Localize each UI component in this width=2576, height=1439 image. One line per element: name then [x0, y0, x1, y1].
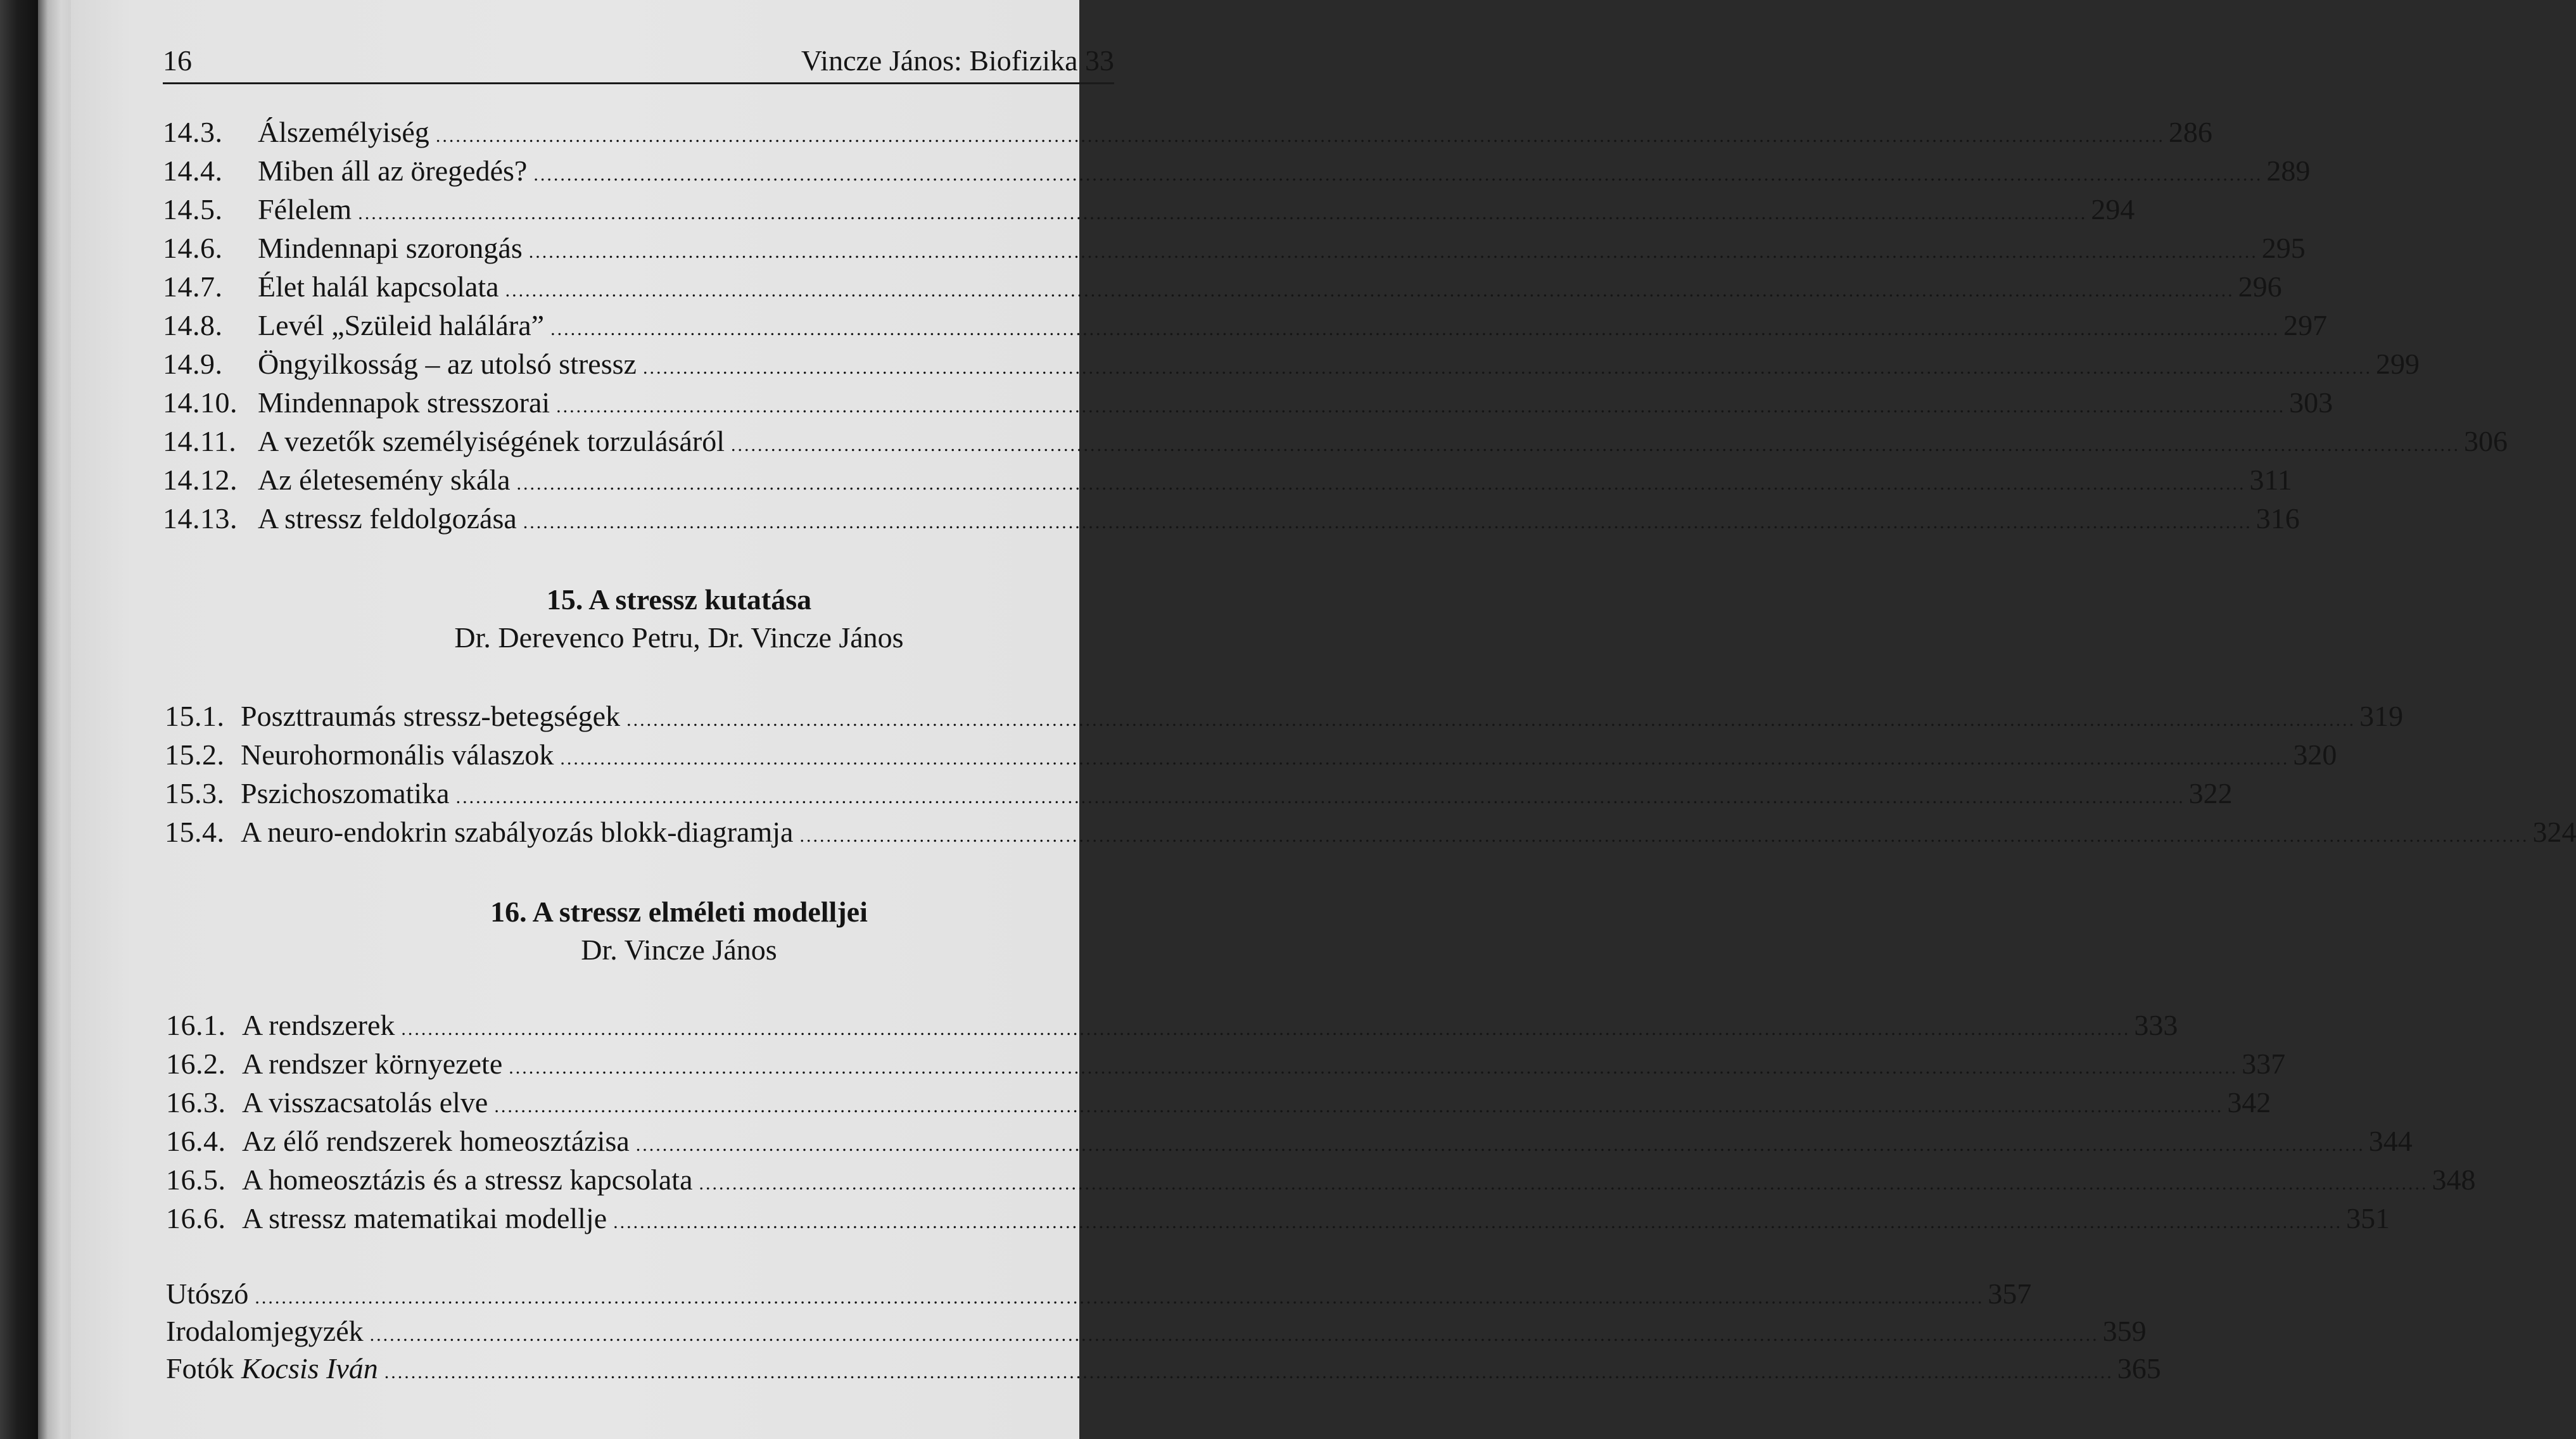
toc-entry-page: 320	[2293, 739, 2337, 771]
toc-entry-page: 299	[2375, 348, 2420, 380]
toc-leader-dots	[401, 1011, 2130, 1048]
toc-entry-title: A vezetők személyiségének torzulásáról	[258, 425, 725, 457]
toc-entry	[163, 423, 2508, 460]
toc-entry-title: Neurohormonális válaszok	[241, 739, 554, 771]
toc-entry	[166, 1200, 2390, 1237]
toc-entry	[163, 153, 2311, 189]
toc-leader-dots	[370, 1317, 2099, 1353]
toc-leader-dots	[358, 195, 2087, 232]
toc-entry-number: 14.3.	[163, 116, 223, 148]
toc-entry-title: A homeosztázis és a stressz kapcsolata	[242, 1163, 693, 1196]
toc-entry-title: A rendszer környezete	[242, 1048, 503, 1080]
toc-entry-number: 16.3.	[166, 1086, 226, 1119]
toc-leader-dots	[523, 504, 2252, 541]
toc-entry	[166, 1276, 2032, 1312]
toc-entry-page: 296	[2238, 270, 2282, 303]
toc-entry-number: 16.2.	[166, 1048, 226, 1080]
toc-entry-number: 14.12.	[163, 464, 238, 496]
toc-entry-page: 359	[2102, 1315, 2147, 1347]
toc-entry-title: A neuro-endokrin szabályozás blokk-diagramja	[241, 816, 794, 848]
toc-entry-number: 15.1.	[165, 700, 225, 732]
toc-entry-page: 311	[2249, 464, 2292, 496]
toc-entry-title: A stressz matematikai modellje	[242, 1202, 607, 1234]
toc-entry-title: Élet halál kapcsolata	[258, 270, 499, 303]
toc-leader-dots	[643, 350, 2372, 386]
toc-entry-page: 295	[2261, 232, 2306, 264]
toc-entry	[165, 814, 2576, 851]
toc-leader-dots	[556, 388, 2285, 425]
toc-leader-dots	[636, 1127, 2365, 1163]
toc-entry-title: A visszacsatolás elve	[242, 1086, 488, 1119]
toc-entry	[163, 191, 2135, 228]
toc-entry-page: 319	[2359, 700, 2404, 732]
toc-entry	[166, 1007, 2178, 1044]
toc-entry-number: 16.4.	[166, 1125, 226, 1157]
page-number: 16	[163, 44, 192, 77]
page-edge-stack	[38, 0, 71, 1439]
toc-entry-page: 333	[2134, 1009, 2178, 1041]
toc-entry	[165, 775, 2233, 812]
toc-entry	[163, 114, 2212, 151]
toc-entry-number: 14.4.	[163, 155, 223, 187]
toc-entry-title-plain: Fotók	[166, 1352, 234, 1385]
toc-leader-dots	[494, 1088, 2223, 1125]
chapter-heading: 15. A stressz kutatása	[546, 583, 812, 616]
chapter-authors: Dr. Vincze János	[581, 934, 777, 966]
toc-entry-number: 16.6.	[166, 1202, 226, 1234]
toc-entry	[166, 1350, 2161, 1387]
toc-entry-number: 16.5.	[166, 1163, 226, 1196]
toc-leader-dots	[533, 156, 2262, 193]
toc-entry	[163, 346, 2420, 383]
toc-entry-title: Levél „Szüleid halálára”	[258, 309, 545, 341]
toc-entry-number: 15.4.	[165, 816, 225, 848]
toc-entry-title: A rendszerek	[242, 1009, 395, 1041]
toc-entry-number: 14.7.	[163, 270, 223, 303]
toc-entry-number: 15.2.	[165, 739, 225, 771]
toc-entry-page: 324	[2532, 816, 2576, 848]
toc-entry-page: 322	[2188, 777, 2233, 809]
toc-leader-dots	[799, 818, 2528, 854]
toc-entry-number: 14.10.	[163, 386, 238, 419]
toc-entry-number: 14.9.	[163, 348, 223, 380]
toc-leader-dots	[560, 740, 2289, 777]
toc-entry	[166, 1123, 2413, 1160]
toc-entry	[165, 698, 2404, 735]
toc-entry-page: 337	[2242, 1048, 2286, 1080]
toc-entry-number: 14.13.	[163, 502, 238, 535]
toc-leader-dots	[699, 1165, 2428, 1202]
toc-entry-number: 15.3.	[165, 777, 225, 809]
toc-entry-page: 348	[2432, 1163, 2476, 1196]
toc-leader-dots	[505, 272, 2235, 309]
toc-entry-title: Irodalomjegyzék	[166, 1315, 364, 1347]
toc-entry	[166, 1084, 2271, 1121]
toc-entry-number: 14.8.	[163, 309, 223, 341]
toc-entry-page: 297	[2283, 309, 2328, 341]
toc-leader-dots	[731, 427, 2460, 464]
toc-entry-number: 14.5.	[163, 193, 223, 225]
toc-entry-page: 342	[2227, 1086, 2271, 1119]
toc-entry-title: A stressz feldolgozása	[258, 502, 517, 535]
toc-entry-page: 357	[1988, 1277, 2032, 1310]
toc-entry	[163, 269, 2282, 305]
toc-leader-dots	[613, 1204, 2342, 1241]
toc-entry	[163, 462, 2292, 498]
toc-leader-dots	[509, 1049, 2238, 1086]
toc-entry-title: Utószó	[166, 1277, 249, 1310]
toc-entry	[163, 500, 2300, 537]
toc-entry-page: 344	[2368, 1125, 2413, 1157]
chapter-heading: 16. A stressz elméleti modelljei	[490, 896, 868, 928]
toc-entry-title: Félelem	[258, 193, 352, 225]
toc-leader-dots	[436, 118, 2165, 155]
toc-entry-title: Az élő rendszerek homeosztázisa	[242, 1125, 630, 1157]
book-spine-shadow	[0, 0, 38, 1439]
toc-entry-title: Az életesemény skála	[258, 464, 511, 496]
toc-entry	[163, 307, 2328, 344]
toc-entry-page: 303	[2289, 386, 2333, 419]
toc-leader-dots	[384, 1354, 2114, 1391]
toc-entry-page: 351	[2346, 1202, 2390, 1234]
running-title: Vincze János: Biofizika 33	[801, 44, 1114, 77]
toc-entry-title: Álszemélyiség	[258, 116, 429, 148]
toc-leader-dots	[529, 234, 2258, 270]
toc-entry-title: Mindennapi szorongás	[258, 232, 523, 264]
toc-entry-page: 316	[2256, 502, 2300, 535]
chapter-authors: Dr. Derevenco Petru, Dr. Vincze János	[454, 621, 904, 654]
toc-entry-title: Mindennapok stresszorai	[258, 386, 550, 419]
toc-entry-page: 365	[2117, 1352, 2161, 1385]
toc-entry-title: Pszichoszomatika	[241, 777, 450, 809]
toc-entry	[166, 1046, 2286, 1082]
toc-leader-dots	[516, 466, 2245, 502]
toc-entry-page: 286	[2168, 116, 2212, 148]
toc-entry-title-italic: Kocsis Iván	[241, 1352, 378, 1385]
toc-entry-title: Miben áll az öregedés?	[258, 155, 528, 187]
toc-entry-number: 16.1.	[166, 1009, 226, 1041]
book-page	[71, 0, 2576, 1439]
toc-entry-page: 294	[2091, 193, 2135, 225]
toc-entry-number: 14.6.	[163, 232, 223, 264]
toc-leader-dots	[626, 702, 2356, 739]
page-header	[163, 38, 1114, 84]
toc-entry-title: Poszttraumás stressz-betegségek	[241, 700, 621, 732]
toc-entry-number: 14.11.	[163, 425, 237, 457]
toc-entry	[163, 230, 2306, 267]
toc-leader-dots	[255, 1279, 1984, 1316]
toc-entry	[165, 737, 2337, 773]
toc-entry-title: Öngyilkosság – az utolsó stressz	[258, 348, 637, 380]
toc-entry	[166, 1313, 2147, 1350]
toc-entry	[163, 384, 2333, 421]
toc-leader-dots	[456, 779, 2185, 816]
toc-leader-dots	[550, 311, 2280, 348]
toc-entry-title	[166, 1350, 384, 1387]
toc-entry	[166, 1162, 2476, 1198]
toc-entry-page: 289	[2266, 155, 2311, 187]
toc-entry-page: 306	[2464, 425, 2508, 457]
